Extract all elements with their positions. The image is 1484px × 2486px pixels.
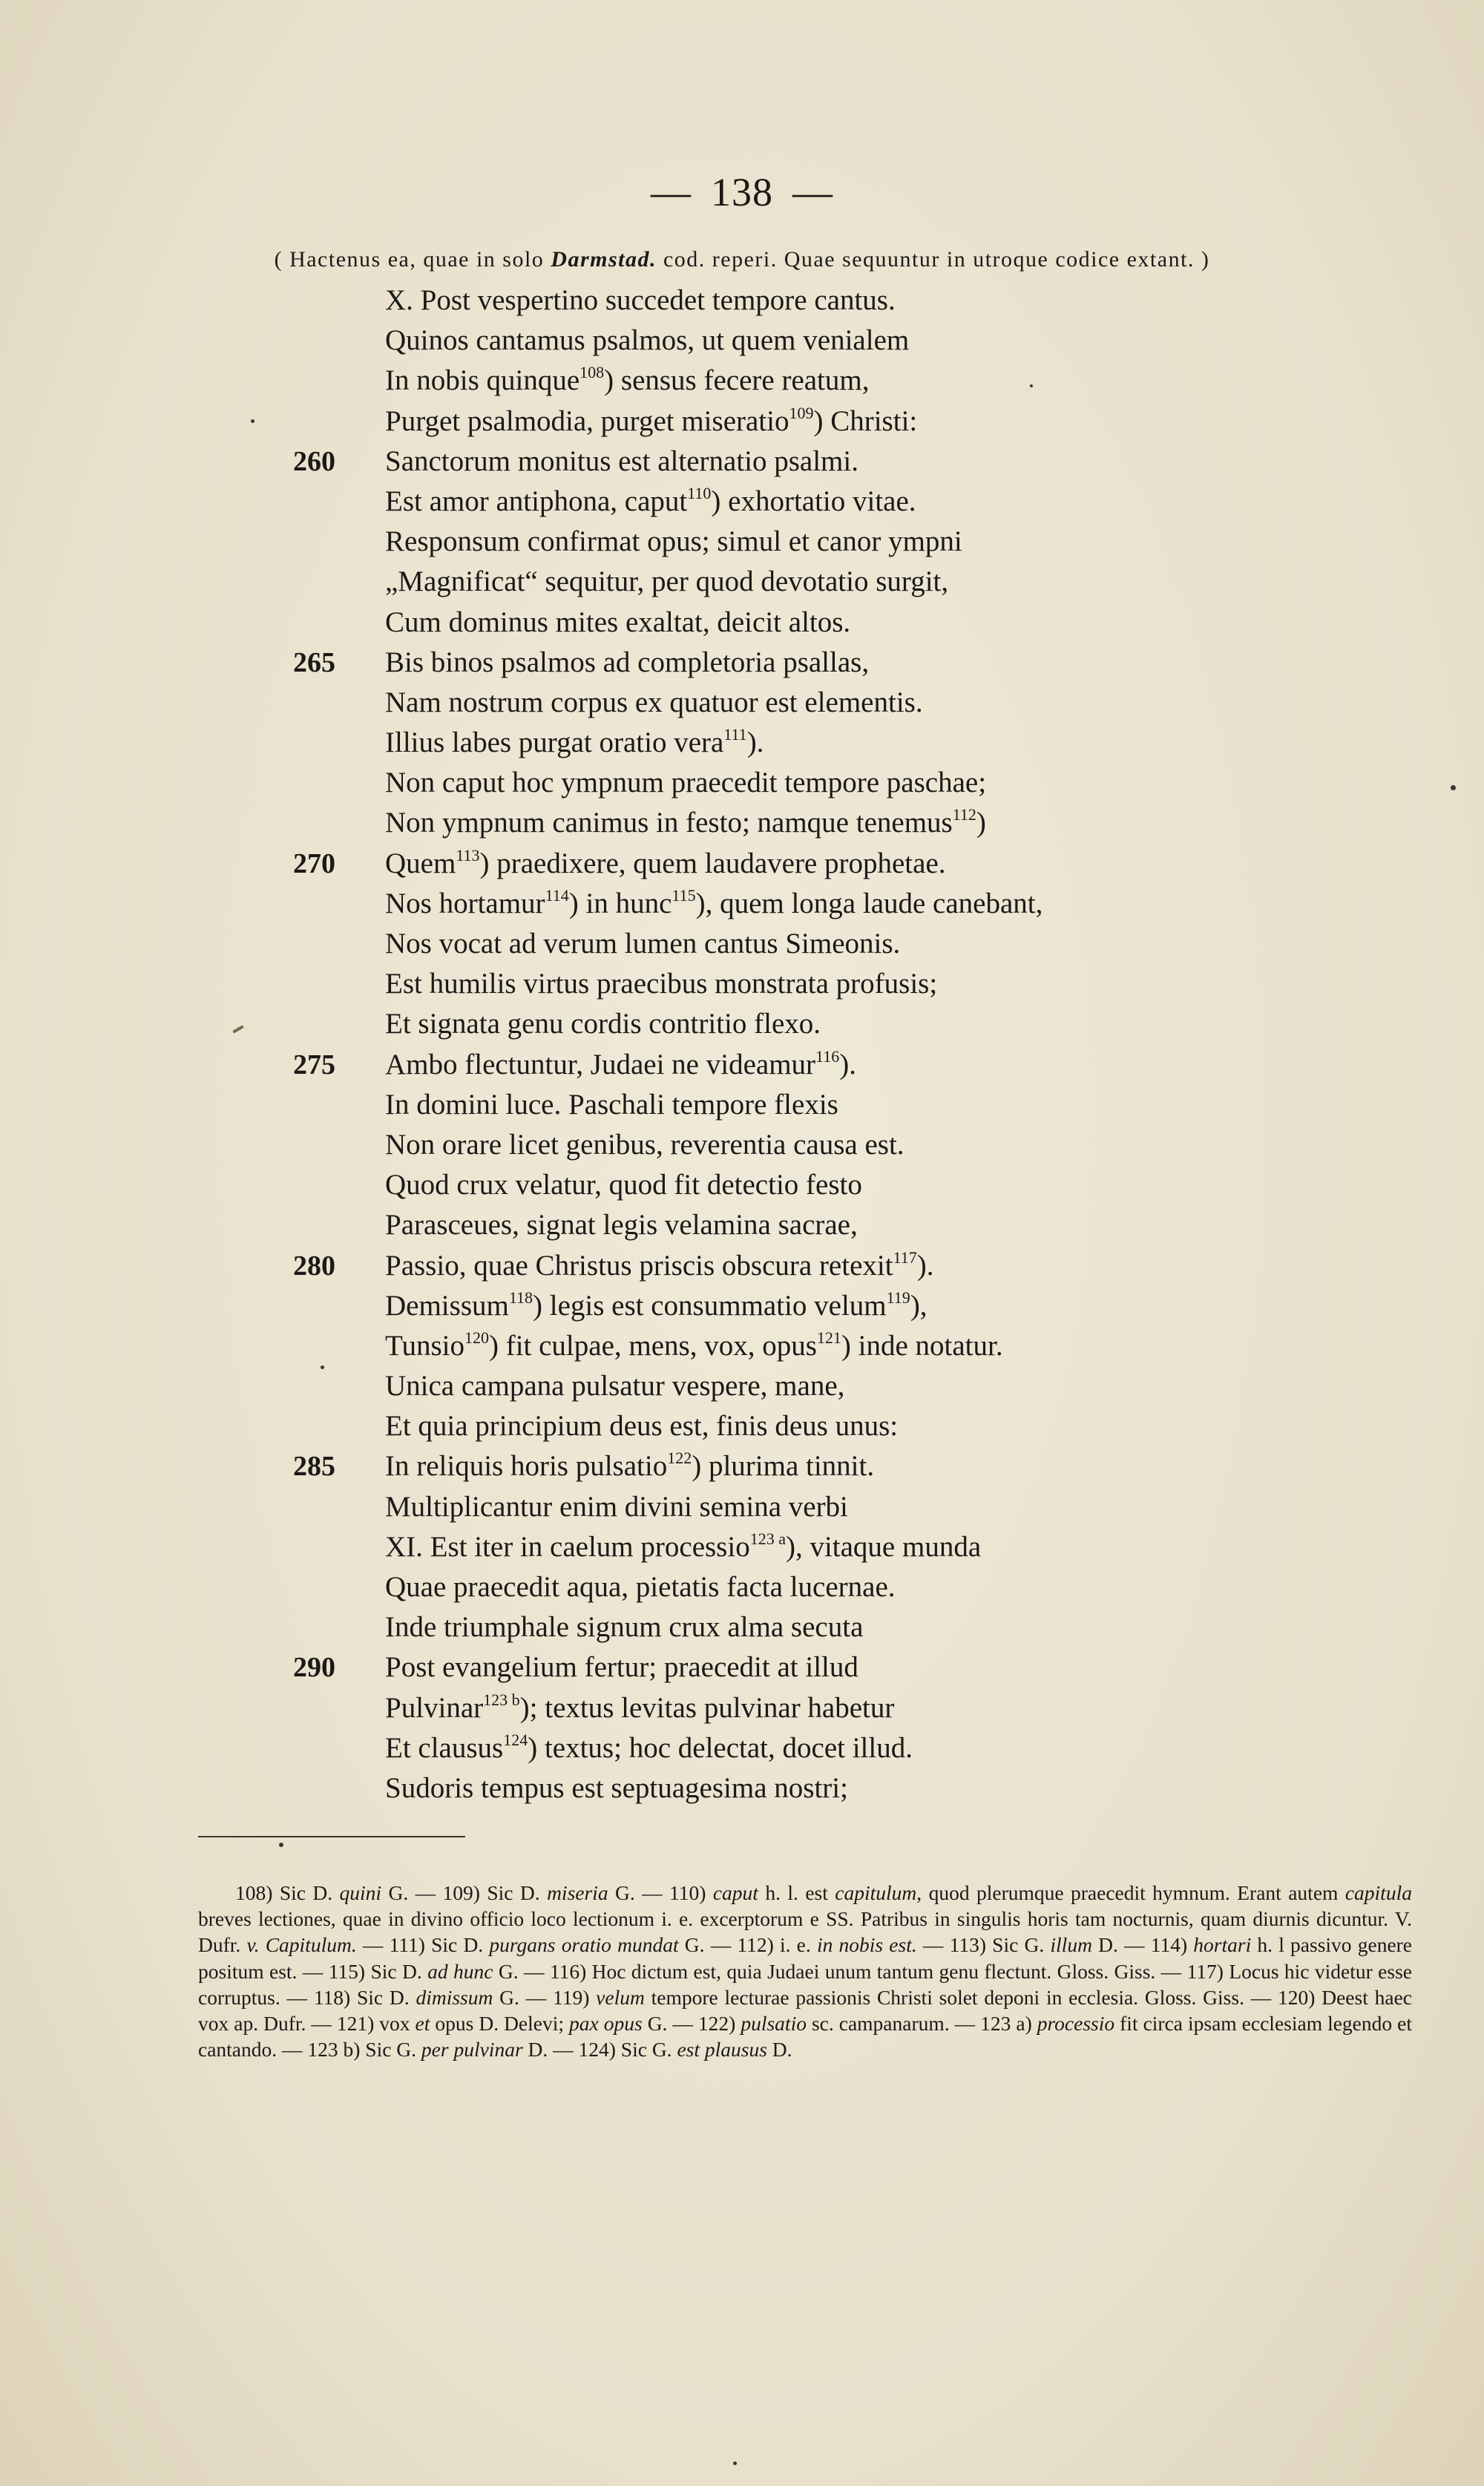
footnote-ref: 110 <box>687 483 712 502</box>
verse-line <box>0 1487 1484 1527</box>
verse-text <box>385 603 850 643</box>
verse-fragment: Multiplicantur enim divini semina verbi <box>385 1490 848 1523</box>
verse-text <box>385 763 986 803</box>
footnote-ref: 109 <box>789 403 814 422</box>
verse-line <box>0 964 1484 1004</box>
footnote-text: opus D. Delevi; <box>430 2012 570 2036</box>
paper-speck <box>1451 785 1456 790</box>
verse-fragment: Quinos cantamus psalmos, ut quem venialem <box>385 324 910 357</box>
verse-text <box>385 1527 981 1567</box>
verse-text <box>385 1326 1003 1366</box>
verse-line <box>0 281 1484 321</box>
verse-text <box>385 1085 838 1125</box>
verse-fragment: Est humilis virtus praecibus monstrata profusis; <box>385 968 938 1000</box>
page-number: 138 <box>711 170 773 214</box>
verse-text <box>385 683 923 723</box>
footnote-italic: et <box>415 2012 430 2036</box>
verse-line <box>0 1004 1484 1044</box>
verse-fragment: ). <box>839 1048 856 1080</box>
verse-text <box>385 281 896 321</box>
verse-line <box>0 643 1484 683</box>
footnote-text: tempore lecturae passionis Christi solet deponi in ecclesia. Gloss. Giss. — 120) Deest haec vox ap. Dufr. — 121) vox <box>198 1985 1412 2036</box>
verse-text <box>385 1165 862 1205</box>
footnote-italic: dimissum <box>416 1985 493 2009</box>
verse-text <box>385 1688 894 1728</box>
verse-text <box>385 1205 858 1245</box>
verse-text <box>385 522 962 562</box>
verse-fragment: ). <box>916 1249 934 1282</box>
footnote-text: G. — 122) <box>642 2012 741 2036</box>
paper-speck <box>321 1365 324 1369</box>
verse-fragment: Inde triumphale signum crux alma secuta <box>385 1611 864 1644</box>
verse-text <box>385 1004 821 1044</box>
footnotes <box>198 1880 1412 2062</box>
footnote-ref: 117 <box>893 1247 917 1267</box>
verse-fragment: Parasceues, signat legis velamina sacrae, <box>385 1209 858 1242</box>
footnote-italic: quini <box>339 1881 382 1904</box>
footnote-ref: 108 <box>580 363 605 382</box>
verse-line <box>0 1406 1484 1446</box>
line-number: 260 <box>293 445 335 477</box>
paper-speck <box>279 1843 283 1847</box>
verse-fragment: Sudoris tempus est septuagesima nostri; <box>385 1771 848 1804</box>
verse-fragment: ), quem longa laude canebant, <box>695 887 1043 919</box>
footnote-divider <box>198 1836 465 1837</box>
verse-line <box>0 1728 1484 1768</box>
verse-fragment: ) fit culpae, mens, vox, opus <box>488 1329 817 1362</box>
footnote-text: G. — 109) Sic D. <box>381 1881 548 1904</box>
verse-fragment: X. Post vespertino succedet tempore cantus. <box>385 284 896 316</box>
verse-fragment: Bis binos psalmos ad completoria psallas, <box>385 646 870 678</box>
verse-line <box>0 522 1484 562</box>
footnote-ref: 118 <box>508 1288 533 1307</box>
verse-text <box>385 924 900 964</box>
footnote-italic: miseria <box>547 1881 608 1904</box>
line-number: 280 <box>293 1250 335 1282</box>
verse-line <box>0 442 1484 482</box>
verse-text <box>385 1406 898 1446</box>
verse-line <box>0 763 1484 803</box>
verse-text <box>385 1045 856 1085</box>
verse-text <box>385 1768 848 1808</box>
verse-fragment: Tunsio <box>385 1329 464 1362</box>
verse-fragment: In domini luce. Paschali tempore flexis <box>385 1088 838 1121</box>
footnote-italic: hortari <box>1193 1933 1252 1957</box>
verse-fragment: ) inde notatur. <box>841 1329 1003 1362</box>
verse-text <box>385 844 946 884</box>
verse-fragment: Nos vocat ad verum lumen cantus Simeonis. <box>385 928 901 960</box>
footnote-italic: caput <box>712 1881 758 1904</box>
verse-fragment: ) in hunc <box>568 887 672 919</box>
verse-text <box>385 401 917 442</box>
verse-line <box>0 803 1484 843</box>
verse-text <box>385 1647 858 1688</box>
verse-fragment: Quae praecedit aqua, pietatis facta lucernae. <box>385 1571 896 1603</box>
verse-line <box>0 884 1484 924</box>
verse-line <box>0 603 1484 643</box>
footnote-ref: 114 <box>545 885 569 905</box>
verse-fragment: Quod crux velatur, quod fit detectio festo <box>385 1169 862 1201</box>
verse-fragment: ) exhortatio vitae. <box>711 485 916 517</box>
footnote-ref: 112 <box>952 805 976 824</box>
footnote-text: — 113) Sic G. <box>916 1933 1051 1957</box>
footnote-text: D. — 114) <box>1091 1933 1194 1957</box>
footnote-ref: 121 <box>816 1328 841 1347</box>
footnote-text: fit circa ipsam ecclesiam legendo et cantando. — 123 b) Sic G. <box>198 2012 1412 2062</box>
verse-line <box>0 1085 1484 1125</box>
verse-line <box>0 1768 1484 1808</box>
verse-fragment: ) textus; hoc delectat, docet illud. <box>528 1731 913 1764</box>
footnote-italic: illum <box>1050 1933 1092 1957</box>
verse-line <box>0 1567 1484 1607</box>
verse-text <box>385 1366 844 1406</box>
verse-fragment: ) legis est consummatio velum <box>533 1289 887 1322</box>
footnote-italic: velum <box>596 1985 645 2009</box>
verse-line <box>0 1246 1484 1286</box>
verse-line <box>0 361 1484 401</box>
footnote-ref: 124 <box>503 1730 528 1749</box>
page-header <box>0 169 1484 215</box>
line-number: 290 <box>293 1652 335 1684</box>
line-number: 270 <box>293 847 335 879</box>
verse-text <box>385 964 937 1004</box>
footnote-italic: est plausus <box>677 2038 767 2062</box>
verse-text <box>385 1487 848 1527</box>
verse-fragment: ); textus levitas pulvinar habetur <box>519 1691 895 1724</box>
verse-line <box>0 1286 1484 1326</box>
verse-line <box>0 562 1484 602</box>
header-dash-right: — <box>792 170 833 214</box>
verse-fragment: ) <box>976 807 986 839</box>
line-number: 285 <box>293 1451 335 1483</box>
verse-fragment: ). <box>746 727 764 759</box>
header-dash-left: — <box>651 170 692 214</box>
verse-line <box>0 1125 1484 1165</box>
verse-line <box>0 844 1484 884</box>
verse-fragment: In reliquis horis pulsatio <box>385 1450 668 1483</box>
verse-line <box>0 1165 1484 1205</box>
verse-line <box>0 1647 1484 1688</box>
verse-fragment: Non ympnum canimus in festo; namque tenemus <box>385 807 953 839</box>
verse-fragment: Et quia principium deus est, finis deus unus: <box>385 1410 899 1443</box>
verse-text <box>385 803 986 843</box>
verse-text <box>385 361 869 401</box>
verse-fragment: Et signata genu cordis contritio flexo. <box>385 1008 821 1040</box>
verse-fragment: Passio, quae Christus priscis obscura retexit <box>385 1249 893 1282</box>
verse-fragment: Illius labes purgat oratio vera <box>385 727 724 759</box>
footnote-text: G. — 110) <box>608 1881 713 1904</box>
footnote-ref: 120 <box>464 1328 489 1347</box>
verse-text <box>385 1446 874 1486</box>
footnote-italic: per pulvinar <box>421 2038 523 2062</box>
verse-fragment: Cum dominus mites exaltat, deicit altos. <box>385 606 851 638</box>
verse-fragment: Post evangelium fertur; praecedit at illud <box>385 1651 858 1684</box>
verse-fragment: Et clausus <box>385 1731 504 1764</box>
verse-fragment: Non orare licet genibus, reverentia causa est. <box>385 1128 904 1161</box>
verse-line <box>0 723 1484 763</box>
verse-fragment: ) plurima tinnit. <box>692 1450 875 1483</box>
footnote-text: G. — 119) <box>493 1985 597 2009</box>
verse-fragment: Nam nostrum corpus ex quatuor est elementis. <box>385 686 923 718</box>
verse-fragment: ) praedixere, quem laudavere prophetae. <box>479 847 946 879</box>
footnote-text: breves lectiones, quae in divino officio loco lectionum i. e. excerptorum e SS. Patribus in singulis horis tam nocturnis, quam diurnis dicuntur. V. Dufr. <box>198 1907 1412 1957</box>
footnote-text: D. <box>766 2038 792 2062</box>
verse-text <box>385 1246 934 1286</box>
line-number: 265 <box>293 646 335 678</box>
footnote-ref: 115 <box>672 885 696 905</box>
footnote-text: G. — 116) Hoc dictum est, quia Judaei unum tantum genu flectunt. Gloss. Giss. — 117) Locus hic videtur esse corruptus. — 118) Sic D. <box>198 1959 1412 2009</box>
footnote-text: , quod plerumque praecedit hymnum. Erant autem <box>916 1881 1345 1904</box>
footnote-italic: pulsatio <box>741 2012 807 2036</box>
verse-text <box>385 884 1043 924</box>
verse-fragment: „Magnificat“ sequitur, per quod devotatio surgit, <box>385 565 949 598</box>
verse-text <box>385 442 858 482</box>
editorial-note: ( Hactenus ea, quae in solo Darmstad. cod. reperi. Quae sequuntur in utroque codice extant. ) <box>274 247 1210 272</box>
verse-line <box>0 1527 1484 1567</box>
paper-speck <box>733 2462 737 2465</box>
verse-fragment: Pulvinar <box>385 1691 484 1724</box>
verse-fragment: Demissum <box>385 1289 509 1322</box>
verse-fragment: Non caput hoc ympnum praecedit tempore paschae; <box>385 767 987 799</box>
verse-fragment: XI. Est iter in caelum processio <box>385 1530 750 1563</box>
verse-text <box>385 482 916 522</box>
footnote-italic: capitulum <box>835 1881 917 1904</box>
verse-line <box>0 1446 1484 1486</box>
verse-text <box>385 321 909 361</box>
verse-fragment: ), vitaque munda <box>785 1530 982 1563</box>
poem-text <box>0 281 1484 1808</box>
footnote-text: G. — 112) i. e. <box>678 1933 817 1957</box>
footnote-italic: v. Capitulum. <box>246 1933 357 1957</box>
verse-line <box>0 683 1484 723</box>
footnote-ref: 113 <box>456 845 480 865</box>
verse-text <box>385 562 948 602</box>
footnote-italic: processio <box>1037 2012 1115 2036</box>
paper-speck <box>251 419 255 423</box>
footnote-text: — 111) Sic D. <box>356 1933 490 1957</box>
verse-fragment: Est amor antiphona, caput <box>385 485 688 517</box>
verse-fragment: Responsum confirmat opus; simul et canor ympni <box>385 525 962 558</box>
verse-fragment: Sanctorum monitus est alternatio psalmi. <box>385 445 858 477</box>
verse-fragment: Nos hortamur <box>385 887 545 919</box>
verse-fragment: Unica campana pulsatur vespere, mane, <box>385 1370 845 1403</box>
verse-line <box>0 1045 1484 1085</box>
verse-text <box>385 723 764 763</box>
verse-line <box>0 1205 1484 1245</box>
verse-text <box>385 1125 904 1165</box>
footnote-italic: pax opus <box>569 2012 643 2036</box>
verse-text <box>385 643 869 683</box>
line-number: 275 <box>293 1049 335 1080</box>
footnote-ref: 119 <box>886 1288 910 1307</box>
verse-fragment: ), <box>910 1289 928 1322</box>
footnote-text: h. l passivo genere positum est. — 115) Sic D. <box>198 1933 1413 1983</box>
footnote-italic: in nobis est. <box>816 1933 917 1957</box>
footnote-ref: 111 <box>723 725 747 744</box>
footnote-italic: purgans oratio mundat <box>489 1933 679 1957</box>
footnote-text: sc. campanarum. — 123 a) <box>806 2012 1037 2036</box>
verse-line <box>0 401 1484 442</box>
verse-text <box>385 1567 896 1607</box>
footnote-ref: 123 b <box>483 1690 520 1709</box>
verse-fragment: Purget psalmodia, purget miseratio <box>385 404 789 437</box>
verse-text <box>385 1607 863 1647</box>
verse-line <box>0 321 1484 361</box>
footnote-italic: ad hunc <box>427 1959 493 1983</box>
verse-fragment: Ambo flectuntur, Judaei ne videamur <box>385 1048 816 1080</box>
footnote-text: 108) Sic D. <box>235 1881 340 1904</box>
verse-line <box>0 1688 1484 1728</box>
verse-text <box>385 1286 928 1326</box>
verse-text <box>385 1728 913 1768</box>
footnote-ref: 123 a <box>749 1529 786 1548</box>
footnote-text: D. — 124) Sic G. <box>522 2038 677 2062</box>
verse-line <box>0 924 1484 964</box>
verse-fragment: Quem <box>385 847 456 879</box>
verse-line <box>0 1366 1484 1406</box>
verse-fragment: ) sensus fecere reatum, <box>604 364 870 397</box>
verse-fragment: In nobis quinque <box>385 364 580 397</box>
paper-speck <box>1030 384 1033 387</box>
verse-line <box>0 1607 1484 1647</box>
verse-fragment: ) Christi: <box>813 404 918 437</box>
footnote-paragraph <box>198 1880 1412 2062</box>
verse-line <box>0 482 1484 522</box>
verse-line <box>0 1326 1484 1366</box>
footnote-text: h. l. est <box>758 1881 835 1904</box>
footnote-ref: 116 <box>815 1046 840 1066</box>
footnote-ref: 122 <box>667 1449 692 1468</box>
footnote-italic: capitula <box>1345 1881 1412 1904</box>
